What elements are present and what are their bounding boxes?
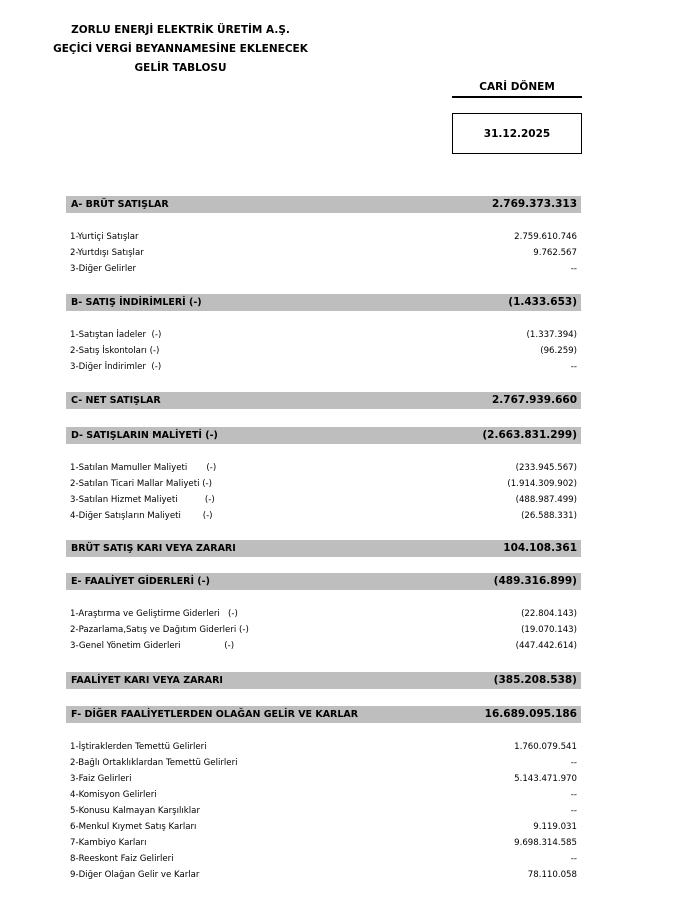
line-item-label: 8-Reeskont Faiz Gelirleri xyxy=(70,854,174,864)
line-item xyxy=(66,359,581,375)
section-label: E- FAALİYET GİDERLERİ (-) xyxy=(71,576,210,587)
line-item xyxy=(66,492,581,508)
line-item xyxy=(66,460,581,476)
line-item-value: 9.762.567 xyxy=(533,248,577,258)
line-item-value: (96.259) xyxy=(540,346,577,356)
line-item xyxy=(66,835,581,851)
line-item-value: (1.337.394) xyxy=(526,330,577,340)
line-item-value: -- xyxy=(570,758,577,768)
period-date-box xyxy=(452,113,582,154)
period-label: CARİ DÖNEM xyxy=(452,81,582,98)
line-item-label: 1-Satılan Mamuller Maliyeti (-) xyxy=(70,463,217,473)
line-item-value: 1.760.079.541 xyxy=(514,742,577,752)
line-item-label: 1-İştiraklerden Temettü Gelirleri xyxy=(70,742,207,752)
section-label: D- SATIŞLARIN MALİYETİ (-) xyxy=(71,430,218,441)
section-value: 16.689.095.186 xyxy=(484,708,577,720)
section-header xyxy=(66,427,581,444)
line-item-label: 3-Faiz Gelirleri xyxy=(70,774,132,784)
section-header xyxy=(66,196,581,213)
line-item xyxy=(66,245,581,261)
line-item-label: 3-Diğer Gelirler xyxy=(70,264,137,274)
section-label: FAALİYET KARI VEYA ZARARI xyxy=(71,675,223,686)
line-item-value: (233.945.567) xyxy=(515,463,577,473)
section-header xyxy=(66,294,581,311)
section-value: 2.767.939.660 xyxy=(491,394,577,406)
line-item xyxy=(66,803,581,819)
line-item-label: 1-Satıştan İadeler (-) xyxy=(70,330,162,340)
section-header xyxy=(66,573,581,590)
line-item-value: 78.110.058 xyxy=(527,870,577,880)
line-item xyxy=(66,261,581,277)
line-item-label: 5-Konusu Kalmayan Karşılıklar xyxy=(70,806,200,816)
line-item-label: 9-Diğer Olağan Gelir ve Karlar xyxy=(70,870,200,880)
line-item xyxy=(66,622,581,638)
section-header xyxy=(66,392,581,409)
line-item-label: 2-Pazarlama,Satış ve Dağıtım Giderleri (-) xyxy=(70,625,249,635)
section-value: (489.316.899) xyxy=(493,575,577,587)
report-subtitle: GEÇİCİ VERGİ BEYANNAMESİNE EKLENECEK xyxy=(53,43,308,55)
line-item-label: 3-Genel Yönetim Giderleri (-) xyxy=(70,641,235,651)
line-item-label: 2-Satılan Ticari Mallar Maliyeti (-) xyxy=(70,479,213,489)
line-item xyxy=(66,229,581,245)
line-item xyxy=(66,867,581,883)
section-header xyxy=(66,540,581,557)
line-item-label: 4-Komisyon Gelirleri xyxy=(70,790,157,800)
report-title: GELİR TABLOSU xyxy=(134,62,227,74)
line-item-value: (22.804.143) xyxy=(521,609,577,619)
line-item-value: 9.698.314.585 xyxy=(514,838,577,848)
line-item xyxy=(66,851,581,867)
line-item xyxy=(66,819,581,835)
section-value: 104.108.361 xyxy=(503,542,577,554)
line-item-label: 6-Menkul Kıymet Satış Karları xyxy=(70,822,197,832)
line-item xyxy=(66,755,581,771)
line-item-label: 7-Kambiyo Karları xyxy=(70,838,147,848)
company-name: ZORLU ENERJİ ELEKTRİK ÜRETİM A.Ş. xyxy=(71,24,290,36)
line-item-value: (19.070.143) xyxy=(521,625,577,635)
section-label: B- SATIŞ İNDİRİMLERİ (-) xyxy=(71,297,202,308)
line-item xyxy=(66,638,581,654)
line-item-label: 3-Satılan Hizmet Maliyeti (-) xyxy=(70,495,215,505)
line-item-value: -- xyxy=(570,362,577,372)
line-item-value: (26.588.331) xyxy=(521,511,577,521)
line-item-label: 3-Diğer İndirimler (-) xyxy=(70,362,162,372)
line-item-value: (447.442.614) xyxy=(515,641,577,651)
line-item xyxy=(66,508,581,524)
section-header xyxy=(66,672,581,689)
line-item-value: -- xyxy=(570,790,577,800)
line-item-value: -- xyxy=(570,264,577,274)
line-item-value: 5.143.471.970 xyxy=(514,774,577,784)
line-item-label: 2-Satış İskontoları (-) xyxy=(70,346,160,356)
line-item xyxy=(66,739,581,755)
line-item-value: 9.119.031 xyxy=(533,822,577,832)
section-value: (2.663.831.299) xyxy=(482,429,577,441)
line-item-value: -- xyxy=(570,854,577,864)
line-item-value: (488.987.499) xyxy=(515,495,577,505)
line-item-label: 4-Diğer Satışların Maliyeti (-) xyxy=(70,511,213,521)
section-value: (385.208.538) xyxy=(493,674,577,686)
section-label: C- NET SATIŞLAR xyxy=(71,395,161,406)
line-item-value: -- xyxy=(570,806,577,816)
line-item-label: 1-Araştırma ve Geliştirme Giderleri (-) xyxy=(70,609,238,619)
section-label: F- DİĞER FAALİYETLERDEN OLAĞAN GELİR VE KARLAR xyxy=(71,709,359,720)
line-item xyxy=(66,787,581,803)
line-item xyxy=(66,343,581,359)
section-header xyxy=(66,706,581,723)
line-item xyxy=(66,476,581,492)
line-item-label: 2-Yurtdışı Satışlar xyxy=(70,248,144,258)
line-item-label: 2-Bağlı Ortaklıklardan Temettü Gelirleri xyxy=(70,758,238,768)
line-item xyxy=(66,606,581,622)
line-item-value: (1.914.309.902) xyxy=(507,479,577,489)
section-label: BRÜT SATIŞ KARI VEYA ZARARI xyxy=(71,543,236,554)
section-value: 2.769.373.313 xyxy=(491,198,577,210)
section-label: A- BRÜT SATIŞLAR xyxy=(71,199,169,210)
section-value: (1.433.653) xyxy=(508,296,577,308)
period-date: 31.12.2025 xyxy=(483,127,551,140)
line-item xyxy=(66,771,581,787)
line-item xyxy=(66,327,581,343)
line-item-value: 2.759.610.746 xyxy=(514,232,577,242)
line-item-label: 1-Yurtiçi Satışlar xyxy=(70,232,139,242)
